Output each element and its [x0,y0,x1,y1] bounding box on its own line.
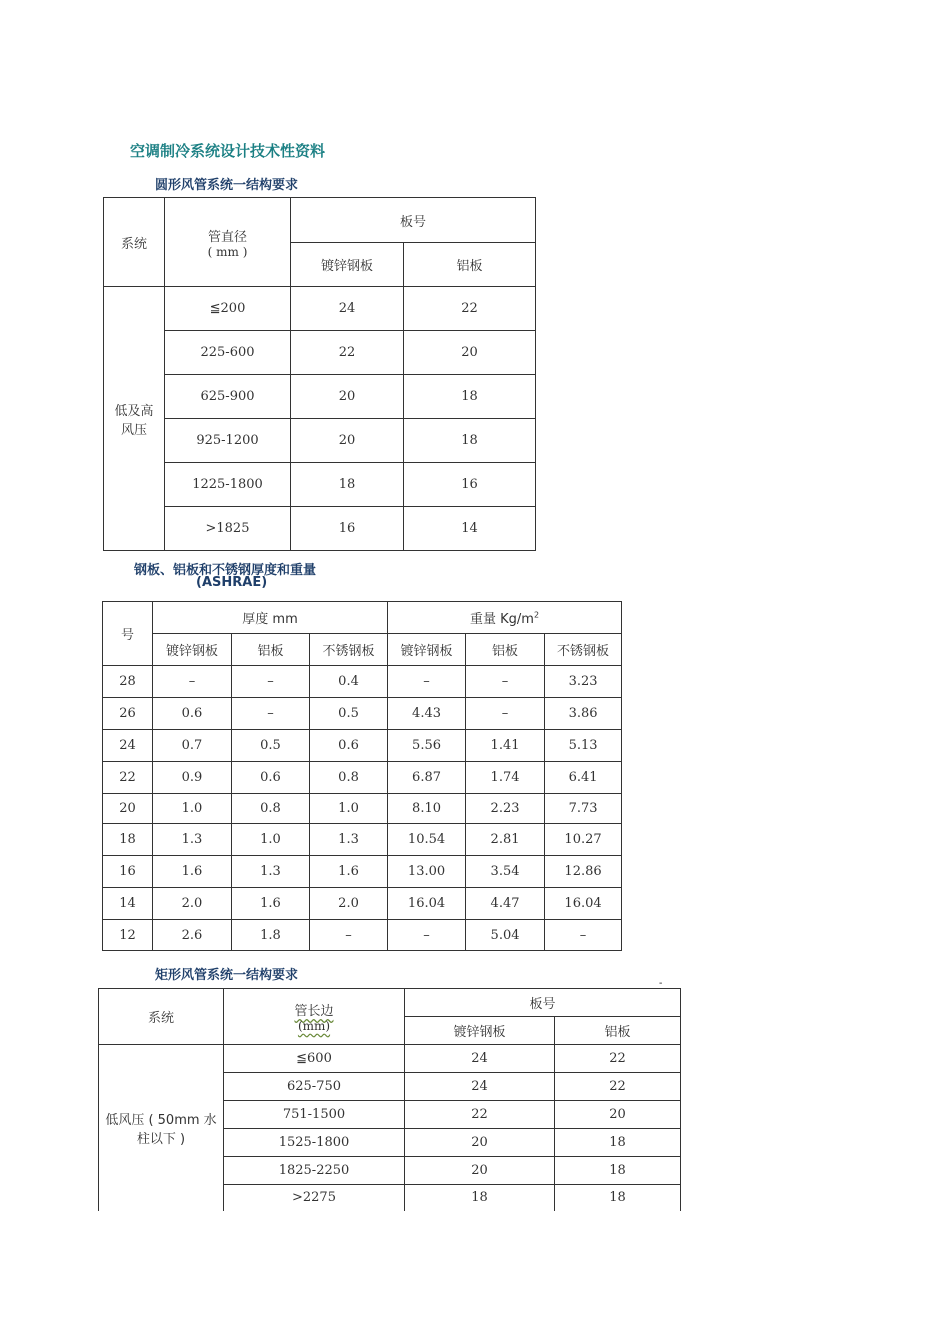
system-cell [104,287,165,551]
galv-cell: 24 [405,1073,555,1101]
header-diameter [165,198,291,287]
galv-cell: 22 [405,1101,555,1129]
w-ss-cell: – [545,920,622,951]
document-title: 空调制冷系统设计技术性资料 [130,142,326,160]
alum-cell: 22 [555,1045,681,1073]
header-galv: 镀锌钢板 [405,1017,555,1045]
sheet-thickness-table [102,601,622,951]
w-galv-cell: – [388,666,466,698]
header-w-stainless: 不锈钢板 [545,634,622,666]
t-galv-cell: 1.6 [153,856,232,888]
t-alum-cell: 1.0 [232,824,310,856]
system-cell [99,1045,224,1212]
header-w-galv: 镀锌钢板 [388,634,466,666]
w-alum-cell: 5.04 [466,920,545,951]
t-galv-cell: 0.7 [153,730,232,762]
header-plate: 板号 [291,198,536,243]
alum-cell: 14 [404,507,536,551]
rect-duct-table-clip [98,988,682,1211]
header-weight [388,602,622,634]
w-alum-cell: 1.41 [466,730,545,762]
header-gauge: 号 [103,602,153,666]
t-alum-cell: 0.5 [232,730,310,762]
galv-cell: 18 [291,463,404,507]
header-thickness: 厚度 mm [153,602,388,634]
w-alum-cell: – [466,666,545,698]
t-galv-cell: 1.3 [153,824,232,856]
range-cell: ≦200 [165,287,291,331]
galv-cell: 20 [405,1157,555,1185]
t-galv-cell: 0.9 [153,762,232,794]
range-cell: 751-1500 [224,1101,405,1129]
range-cell: 1525-1800 [224,1129,405,1157]
header-t-alum: 铝板 [232,634,310,666]
t-ss-cell: – [310,920,388,951]
w-ss-cell: 7.73 [545,794,622,824]
rect-duct-table [98,988,681,1211]
w-alum-cell: 2.23 [466,794,545,824]
header-system: 系统 [99,989,224,1045]
w-ss-cell: 6.41 [545,762,622,794]
alum-cell: 22 [404,287,536,331]
gauge-cell: 12 [103,920,153,951]
t-ss-cell: 1.3 [310,824,388,856]
gauge-cell: 28 [103,666,153,698]
alum-cell: 16 [404,463,536,507]
w-ss-cell: 5.13 [545,730,622,762]
round-duct-title: 圆形风管系统一结构要求 [155,178,299,193]
t-galv-cell: – [153,666,232,698]
t-alum-cell: 0.8 [232,794,310,824]
w-alum-cell: 3.54 [466,856,545,888]
t-ss-cell: 2.0 [310,888,388,920]
alum-cell: 18 [404,375,536,419]
t-ss-cell: 1.0 [310,794,388,824]
header-system: 系统 [104,198,165,287]
t-alum-cell: 1.8 [232,920,310,951]
alum-cell: 18 [404,419,536,463]
range-cell: 225-600 [165,331,291,375]
header-long-side [224,989,405,1045]
t-alum-cell: 1.6 [232,888,310,920]
sheet-thickness-title: 钢板、铝板和不锈钢厚度和重量 [134,563,317,578]
system-label-line1: 低及高 [114,403,154,419]
header-alum: 铝板 [404,243,536,287]
w-alum-cell: 4.47 [466,888,545,920]
header-galv: 镀锌钢板 [291,243,404,287]
w-galv-cell: 8.10 [388,794,466,824]
t-alum-cell: 1.3 [232,856,310,888]
w-alum-cell: 2.81 [466,824,545,856]
t-galv-cell: 2.6 [153,920,232,951]
header-t-galv: 镀锌钢板 [153,634,232,666]
alum-cell: 18 [555,1157,681,1185]
galv-cell: 24 [291,287,404,331]
t-ss-cell: 0.8 [310,762,388,794]
gauge-cell: 16 [103,856,153,888]
range-cell: 1825-2250 [224,1157,405,1185]
range-cell: >2275 [224,1185,405,1212]
w-ss-cell: 16.04 [545,888,622,920]
w-alum-cell: 1.74 [466,762,545,794]
gauge-cell: 22 [103,762,153,794]
t-ss-cell: 0.4 [310,666,388,698]
gauge-cell: 26 [103,698,153,730]
galv-cell: 20 [291,375,404,419]
galv-cell: 16 [291,507,404,551]
gauge-cell: 18 [103,824,153,856]
t-ss-cell: 0.6 [310,730,388,762]
header-long-side-unit: (mm) [297,1019,331,1033]
range-cell: 625-900 [165,375,291,419]
w-galv-cell: 16.04 [388,888,466,920]
system-label-line1: 低风压 ( 50mm 水 [105,1113,217,1128]
t-alum-cell: 0.6 [232,762,310,794]
w-ss-cell: 3.86 [545,698,622,730]
alum-cell: 20 [555,1101,681,1129]
header-t-stainless: 不锈钢板 [310,634,388,666]
system-label-line2: 风压 [120,422,147,438]
w-alum-cell: – [466,698,545,730]
header-weight-label: 重量 Kg/m [470,612,534,627]
t-ss-cell: 0.5 [310,698,388,730]
range-cell: 1225-1800 [165,463,291,507]
galv-cell: 20 [405,1129,555,1157]
header-weight-sup: 2 [533,610,540,620]
gauge-cell: 24 [103,730,153,762]
header-alum: 铝板 [555,1017,681,1045]
rect-duct-title: 矩形风管系统一结构要求 [155,968,299,983]
t-galv-cell: 2.0 [153,888,232,920]
w-galv-cell: – [388,920,466,951]
range-cell: ≦600 [224,1045,405,1073]
w-galv-cell: 4.43 [388,698,466,730]
gauge-cell: 20 [103,794,153,824]
w-ss-cell: 12.86 [545,856,622,888]
header-plate: 板号 [405,989,681,1017]
alum-cell: 18 [555,1129,681,1157]
galv-cell: 20 [291,419,404,463]
galv-cell: 18 [405,1185,555,1212]
t-galv-cell: 0.6 [153,698,232,730]
t-galv-cell: 1.0 [153,794,232,824]
range-cell: 925-1200 [165,419,291,463]
system-label-line2: 柱以下 ) [136,1132,186,1147]
w-galv-cell: 6.87 [388,762,466,794]
w-ss-cell: 3.23 [545,666,622,698]
galv-cell: 22 [291,331,404,375]
galv-cell: 24 [405,1045,555,1073]
w-galv-cell: 5.56 [388,730,466,762]
t-ss-cell: 1.6 [310,856,388,888]
stray-mark: - [659,978,663,989]
header-diameter-label: 管直径 [207,229,247,245]
alum-cell: 22 [555,1073,681,1101]
alum-cell: 20 [404,331,536,375]
w-galv-cell: 10.54 [388,824,466,856]
t-alum-cell: – [232,698,310,730]
round-duct-table [103,197,536,551]
alum-cell: 18 [555,1185,681,1212]
range-cell: >1825 [165,507,291,551]
header-diameter-unit: ( mm ) [207,244,248,259]
header-long-side-label: 管长边 [294,1004,334,1019]
header-w-alum: 铝板 [466,634,545,666]
sheet-thickness-subtitle: (ASHRAE) [196,575,268,590]
w-ss-cell: 10.27 [545,824,622,856]
t-alum-cell: – [232,666,310,698]
gauge-cell: 14 [103,888,153,920]
w-galv-cell: 13.00 [388,856,466,888]
range-cell: 625-750 [224,1073,405,1101]
